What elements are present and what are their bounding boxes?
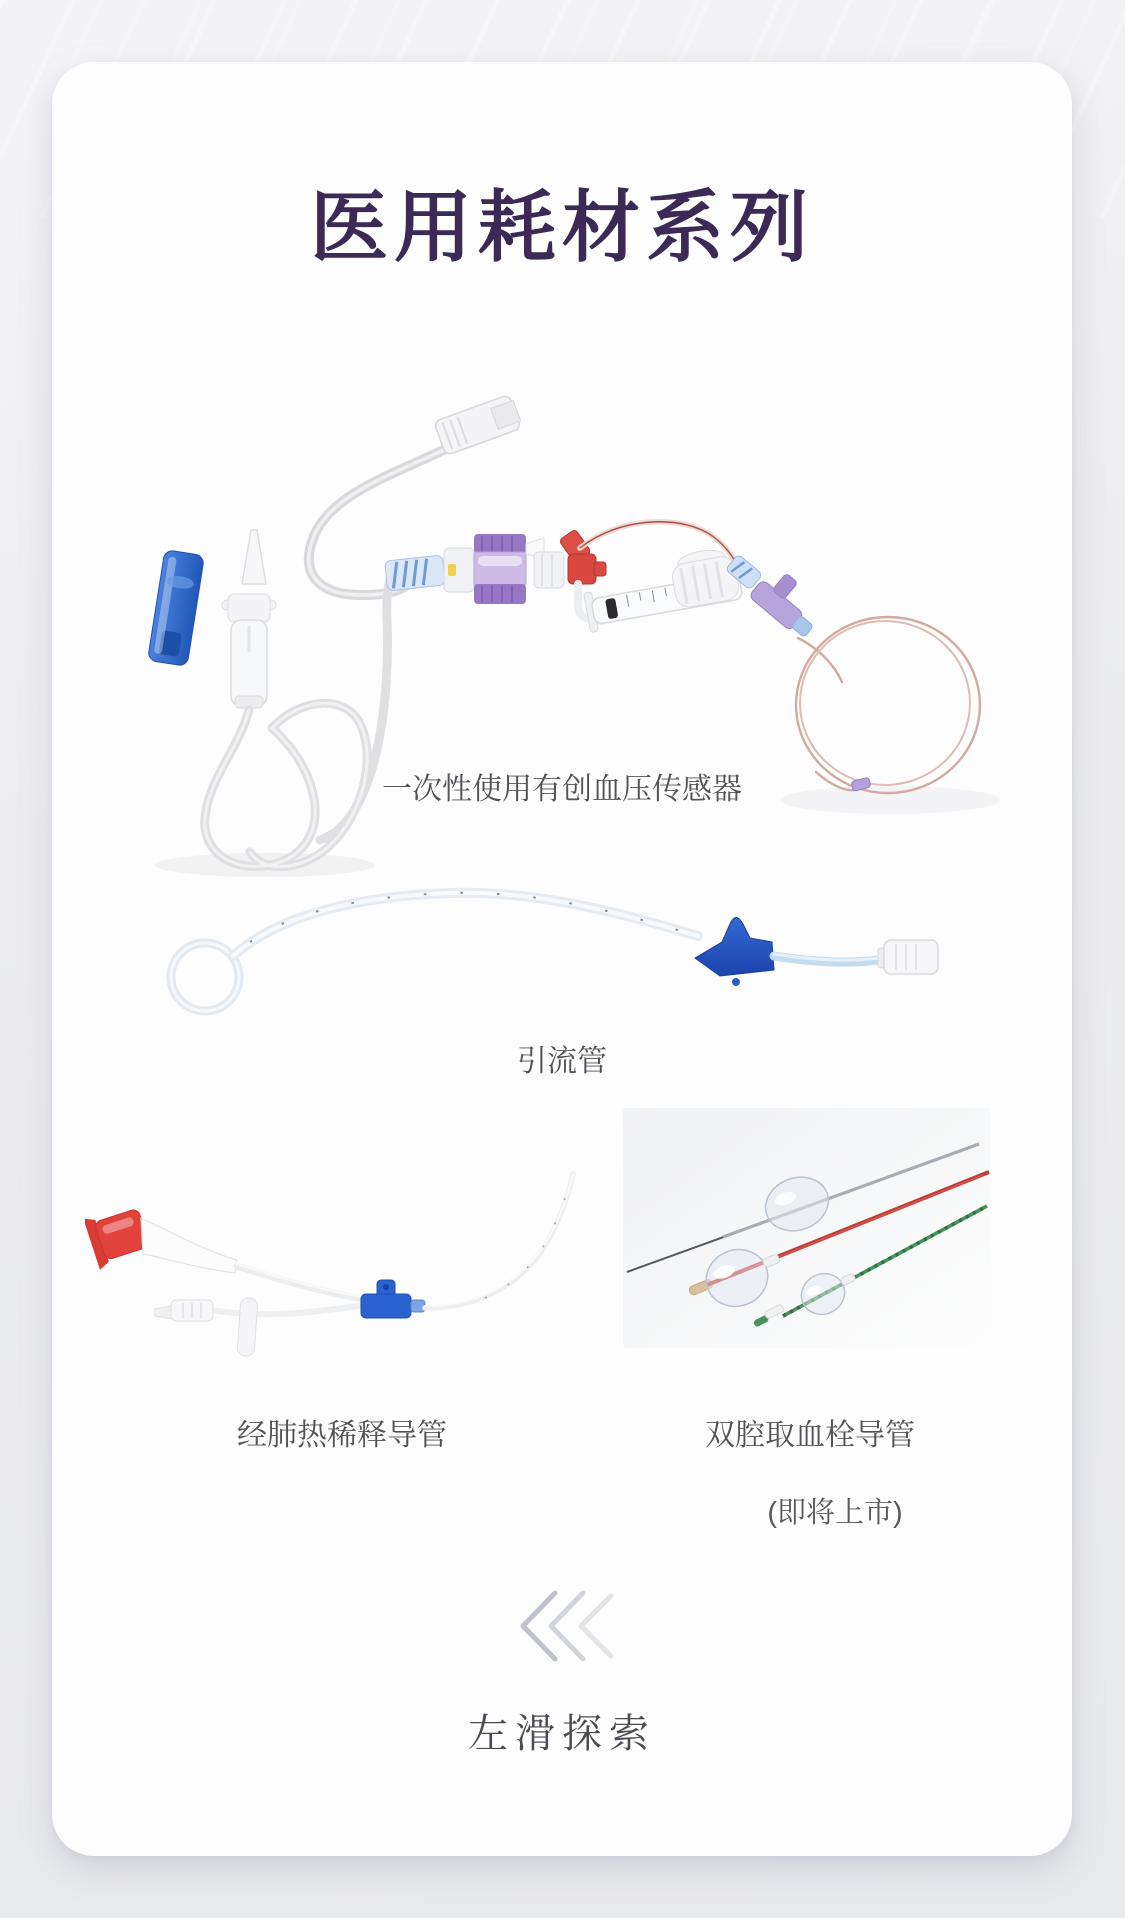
drainage-tube-image <box>130 872 950 1022</box>
product-carousel-card[interactable] <box>52 62 1072 1856</box>
availability-note: (即将上市) <box>767 1497 903 1529</box>
product-label-pressure-transducer: 一次性使用有创血压传感器 <box>382 773 742 806</box>
product-label-thrombectomy-catheter: 双腔取血栓导管 <box>705 1419 915 1452</box>
swipe-hint-label: 左滑探索 <box>468 1712 656 1756</box>
page-title: 医用耗材系列 <box>309 183 814 271</box>
thrombectomy-catheter-drawing <box>623 1108 991 1348</box>
thermodilution-catheter-image <box>85 1160 585 1360</box>
product-label-drainage-tube: 引流管 <box>517 1045 607 1078</box>
chevron-left-icon[interactable] <box>515 1590 615 1662</box>
thrombectomy-catheter-image <box>623 1108 991 1348</box>
product-label-thermodilution-catheter: 经肺热稀释导管 <box>237 1419 447 1452</box>
